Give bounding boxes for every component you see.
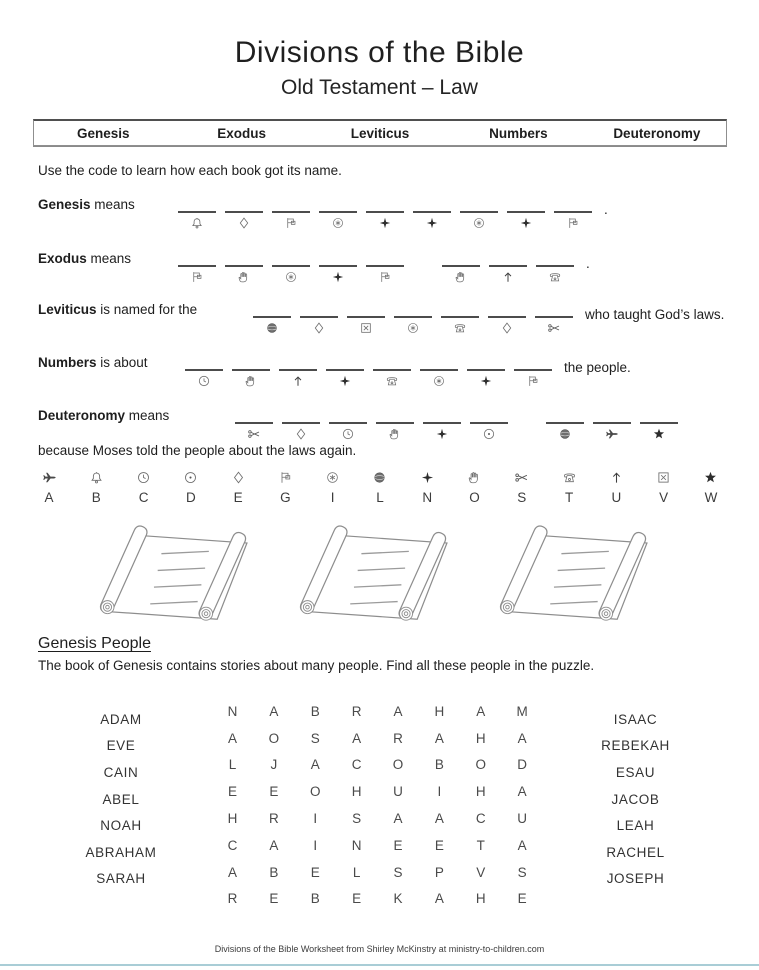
- answer-blank: [593, 422, 631, 441]
- answer-blank: [535, 316, 573, 335]
- left-names-list: [35, 706, 207, 892]
- five-point-star-icon: [703, 470, 718, 485]
- name-item-jacob: JACOB: [611, 791, 660, 807]
- grid-letter: A: [269, 837, 279, 853]
- grid-letter: B: [434, 757, 445, 773]
- up-arrow-icon: [501, 270, 515, 284]
- name-item-isaac: ISAAC: [613, 711, 658, 727]
- answer-blank: [423, 422, 461, 441]
- answer-blank: [272, 211, 310, 230]
- code-blanks-exodus: [178, 256, 590, 284]
- legend-item-a: [36, 470, 62, 505]
- answer-blank: [640, 422, 678, 441]
- code-word-group: [235, 422, 508, 441]
- legend-letter-i: I: [330, 490, 335, 505]
- answer-blank: [178, 265, 216, 284]
- answer-blank: [319, 211, 357, 230]
- grid-letter: L: [228, 757, 237, 773]
- four-point-star-icon: [378, 216, 392, 230]
- pointing-hand-icon: [454, 270, 468, 284]
- legend-letter-c: C: [138, 490, 149, 505]
- grid-letter: C: [351, 757, 362, 773]
- grid-letter: B: [269, 864, 279, 880]
- answer-blank: [373, 369, 411, 388]
- grid-letter: S: [517, 864, 528, 880]
- telephone-icon: [385, 374, 399, 388]
- answer-blank: [178, 211, 216, 230]
- answer-blank: [488, 316, 526, 335]
- scroll-illustration: [487, 520, 673, 632]
- spoked-wheel-icon: [432, 374, 446, 388]
- legend-letter-b: B: [91, 490, 101, 505]
- answer-blank: [347, 316, 385, 335]
- grid-letter: S: [310, 730, 321, 746]
- grid-letter: D: [517, 757, 528, 773]
- globe-icon: [265, 321, 279, 335]
- name-item-rebekah: REBEKAH: [601, 738, 670, 754]
- legend-item-d: [178, 470, 204, 505]
- code-blanks-leviticus: [253, 307, 725, 335]
- legend-item-c: [131, 470, 157, 505]
- legend-item-t: [556, 470, 582, 505]
- up-arrow-icon: [609, 470, 624, 485]
- spoked-wheel-icon: [325, 470, 340, 485]
- scissors-icon: [247, 427, 261, 441]
- answer-blank: [253, 316, 291, 335]
- diamond-icon: [231, 470, 246, 485]
- grid-letter: A: [517, 837, 528, 853]
- grid-letter: A: [434, 811, 445, 827]
- legend-letter-e: E: [233, 490, 243, 505]
- circle-dot-icon: [482, 427, 496, 441]
- name-item-eve: EVE: [106, 738, 136, 754]
- grid-letter: L: [352, 864, 361, 880]
- flag-icon: [278, 470, 293, 485]
- book-cell-numbers: Numbers: [489, 125, 548, 141]
- book-name-deuteronomy: Deuteronomy: [38, 408, 126, 423]
- answer-blank: [300, 316, 338, 335]
- spoked-wheel-icon: [406, 321, 420, 335]
- code-label-deuteronomy: Deuteronomy means: [38, 408, 170, 423]
- code-instruction: Use the code to learn how each book got its name.: [38, 163, 342, 178]
- circle-dot-icon: [183, 470, 198, 485]
- grid-letter: V: [476, 864, 486, 880]
- answer-blank: [279, 369, 317, 388]
- answer-blank: [366, 265, 404, 284]
- grid-letter: P: [434, 864, 445, 880]
- answer-blank: [272, 265, 310, 284]
- code-word-group: [178, 265, 404, 284]
- name-item-sarah: SARAH: [96, 871, 146, 887]
- code-word-group: [253, 316, 573, 335]
- scissors-icon: [547, 321, 561, 335]
- spoked-wheel-icon: [284, 270, 298, 284]
- answer-blank: [394, 316, 432, 335]
- answer-blank: [546, 422, 584, 441]
- code-note-deuteronomy: because Moses told the people about the laws again.: [38, 443, 357, 458]
- code-blanks-genesis: [178, 202, 608, 230]
- answer-blank: [185, 369, 223, 388]
- pointing-hand-icon: [388, 427, 402, 441]
- code-label-genesis: Genesis means: [38, 197, 135, 212]
- grid-letter: U: [393, 784, 404, 800]
- grid-letter: A: [517, 730, 528, 746]
- bell-icon: [89, 470, 104, 485]
- code-word-group: [546, 422, 678, 441]
- grid-letter: E: [352, 891, 362, 907]
- four-point-star-icon: [331, 270, 345, 284]
- legend-item-s: [509, 470, 535, 505]
- grid-letter: I: [437, 784, 442, 800]
- code-suffix-numbers: the people.: [564, 360, 631, 375]
- answer-blank: [282, 422, 320, 441]
- telephone-icon: [562, 470, 577, 485]
- grid-letter: N: [351, 837, 362, 853]
- answer-blank: [376, 422, 414, 441]
- footer-text: Divisions of the Bible Worksheet from Shirley McKinstry at ministry-to-children.com: [214, 944, 545, 954]
- grid-letter: S: [393, 864, 404, 880]
- grid-letter: M: [516, 703, 529, 719]
- grid-letter: A: [269, 703, 279, 719]
- scroll-illustration: [87, 520, 273, 632]
- answer-blank: [442, 265, 480, 284]
- book-cell-exodus: Exodus: [217, 125, 266, 141]
- word-search-grid: [212, 698, 543, 912]
- airplane-icon: [605, 427, 619, 441]
- grid-letter: H: [351, 784, 362, 800]
- right-names-list: [558, 706, 713, 892]
- grid-letter: B: [310, 891, 321, 907]
- answer-blank: [235, 422, 273, 441]
- grid-letter: E: [393, 837, 404, 853]
- up-arrow-icon: [291, 374, 305, 388]
- grid-letter: S: [352, 811, 362, 827]
- answer-blank: [326, 369, 364, 388]
- four-point-star-icon: [425, 216, 439, 230]
- grid-letter: E: [269, 891, 279, 907]
- page-title: Divisions of the Bible: [234, 36, 525, 69]
- diamond-icon: [237, 216, 251, 230]
- code-word-group: [178, 211, 592, 230]
- clock-icon: [197, 374, 211, 388]
- grid-letter: A: [517, 784, 528, 800]
- code-suffix-genesis: .: [604, 202, 608, 217]
- five-point-star-icon: [652, 427, 666, 441]
- pointing-hand-icon: [237, 270, 251, 284]
- spoked-wheel-icon: [331, 216, 345, 230]
- answer-blank: [329, 422, 367, 441]
- book-cell-deuteronomy: Deuteronomy: [613, 125, 701, 141]
- answer-blank: [507, 211, 545, 230]
- book-cell-leviticus: Leviticus: [350, 125, 410, 141]
- legend-letter-t: T: [564, 490, 574, 505]
- flag-icon: [190, 270, 204, 284]
- code-suffix-leviticus: who taught God’s laws.: [585, 307, 725, 322]
- boxed-x-icon: [359, 321, 373, 335]
- grid-letter: O: [309, 784, 321, 800]
- code-label-numbers: Numbers is about: [38, 355, 148, 370]
- four-point-star-icon: [420, 470, 435, 485]
- legend-item-l: [367, 470, 393, 505]
- scroll-illustrations: [0, 520, 759, 632]
- grid-letter: A: [352, 730, 362, 746]
- code-label-exodus: Exodus means: [38, 251, 132, 266]
- legend-item-v: [651, 470, 677, 505]
- code-legend: [36, 470, 724, 505]
- flag-icon: [566, 216, 580, 230]
- code-blanks-numbers: [185, 360, 631, 388]
- code-word-group: [185, 369, 552, 388]
- legend-item-w: [698, 470, 724, 505]
- books-bar: [33, 119, 727, 146]
- answer-blank: [536, 265, 574, 284]
- legend-item-e: [225, 470, 251, 505]
- scissors-icon: [514, 470, 529, 485]
- grid-letter: E: [310, 864, 321, 880]
- grid-letter: K: [393, 891, 404, 907]
- answer-blank: [232, 369, 270, 388]
- grid-letter: N: [227, 703, 238, 719]
- grid-letter: O: [392, 757, 404, 773]
- answer-blank: [225, 265, 263, 284]
- answer-blank: [366, 211, 404, 230]
- grid-letter: H: [475, 730, 487, 746]
- name-item-adam: ADAM: [100, 711, 142, 727]
- grid-letter: H: [227, 811, 238, 827]
- book-cell-genesis: Genesis: [76, 125, 130, 141]
- grid-letter: A: [476, 703, 486, 719]
- code-blanks-deuteronomy: [235, 422, 678, 441]
- grid-letter: A: [393, 703, 404, 719]
- legend-letter-s: S: [517, 490, 527, 505]
- clock-icon: [341, 427, 355, 441]
- book-name-numbers: Numbers: [38, 355, 97, 370]
- flag-icon: [526, 374, 540, 388]
- answer-blank: [441, 316, 479, 335]
- flag-icon: [284, 216, 298, 230]
- legend-letter-o: O: [469, 490, 480, 505]
- diamond-icon: [500, 321, 514, 335]
- grid-letter: R: [351, 703, 362, 719]
- answer-blank: [470, 422, 508, 441]
- grid-letter: A: [310, 757, 321, 773]
- grid-letter: O: [475, 757, 487, 773]
- grid-letter: J: [270, 757, 278, 773]
- grid-letter: E: [269, 784, 279, 800]
- grid-letter: R: [393, 730, 404, 746]
- four-point-star-icon: [519, 216, 533, 230]
- grid-letter: R: [268, 811, 280, 827]
- pointing-hand-icon: [244, 374, 258, 388]
- bell-icon: [190, 216, 204, 230]
- legend-item-g: [272, 470, 298, 505]
- pointing-hand-icon: [467, 470, 482, 485]
- grid-letter: O: [268, 730, 280, 746]
- legend-item-i: [320, 470, 346, 505]
- answer-blank: [413, 211, 451, 230]
- answer-blank: [489, 265, 527, 284]
- clock-icon: [136, 470, 151, 485]
- grid-letter: C: [227, 837, 238, 853]
- legend-letter-w: W: [704, 490, 718, 505]
- grid-letter: A: [434, 891, 445, 907]
- legend-letter-g: G: [280, 490, 291, 505]
- boxed-x-icon: [656, 470, 671, 485]
- telephone-icon: [453, 321, 467, 335]
- word-search-description: The book of Genesis contains stories about many people. Find all these people in the puzzle.: [38, 658, 595, 673]
- answer-blank: [225, 211, 263, 230]
- scroll-illustration: [287, 520, 473, 632]
- code-suffix-exodus: .: [586, 256, 590, 271]
- four-point-star-icon: [338, 374, 352, 388]
- grid-letter: U: [517, 811, 528, 827]
- globe-icon: [372, 470, 387, 485]
- grid-letter: A: [434, 730, 445, 746]
- legend-letter-u: U: [611, 490, 622, 505]
- grid-letter: A: [227, 864, 238, 880]
- grid-letter: R: [227, 891, 238, 907]
- grid-letter: H: [434, 703, 445, 719]
- name-item-esau: ESAU: [615, 764, 656, 780]
- grid-letter: C: [475, 811, 487, 827]
- legend-letter-a: A: [44, 490, 54, 505]
- four-point-star-icon: [435, 427, 449, 441]
- bottom-rule: [0, 964, 759, 966]
- grid-letter: I: [313, 837, 318, 853]
- name-item-cain: CAIN: [103, 764, 139, 780]
- spoked-wheel-icon: [472, 216, 486, 230]
- grid-letter: A: [227, 730, 238, 746]
- name-item-leah: LEAH: [616, 818, 655, 834]
- diamond-icon: [312, 321, 326, 335]
- legend-item-n: [414, 470, 440, 505]
- grid-letter: B: [310, 703, 321, 719]
- page-subtitle: Old Testament – Law: [281, 76, 478, 99]
- answer-blank: [554, 211, 592, 230]
- answer-blank: [514, 369, 552, 388]
- legend-letter-l: L: [376, 490, 384, 505]
- grid-letter: T: [476, 837, 486, 853]
- legend-item-o: [462, 470, 488, 505]
- diamond-icon: [294, 427, 308, 441]
- book-name-leviticus: Leviticus: [38, 302, 97, 317]
- globe-icon: [558, 427, 572, 441]
- answer-blank: [460, 211, 498, 230]
- code-word-group: [442, 265, 574, 284]
- grid-letter: A: [393, 811, 404, 827]
- legend-letter-v: V: [659, 490, 669, 505]
- legend-letter-n: N: [422, 490, 433, 505]
- name-item-joseph: JOSEPH: [606, 871, 665, 887]
- grid-letter: I: [313, 811, 318, 827]
- four-point-star-icon: [479, 374, 493, 388]
- name-item-noah: NOAH: [100, 818, 142, 834]
- legend-letter-d: D: [185, 490, 196, 505]
- word-search-heading: Genesis People: [38, 635, 151, 652]
- book-name-genesis: Genesis: [38, 197, 91, 212]
- name-item-abraham: ABRAHAM: [85, 844, 157, 860]
- legend-item-u: [603, 470, 629, 505]
- flag-icon: [378, 270, 392, 284]
- answer-blank: [467, 369, 505, 388]
- legend-item-b: [83, 470, 109, 505]
- answer-blank: [319, 265, 357, 284]
- grid-letter: H: [475, 784, 487, 800]
- grid-letter: E: [517, 891, 528, 907]
- answer-blank: [420, 369, 458, 388]
- name-item-rachel: RACHEL: [606, 844, 665, 860]
- grid-letter: H: [475, 891, 487, 907]
- telephone-icon: [548, 270, 562, 284]
- grid-letter: E: [227, 784, 238, 800]
- code-label-leviticus: Leviticus is named for the: [38, 302, 198, 317]
- name-item-abel: ABEL: [102, 791, 140, 807]
- airplane-icon: [42, 470, 57, 485]
- grid-letter: E: [434, 837, 445, 853]
- book-name-exodus: Exodus: [38, 251, 87, 266]
